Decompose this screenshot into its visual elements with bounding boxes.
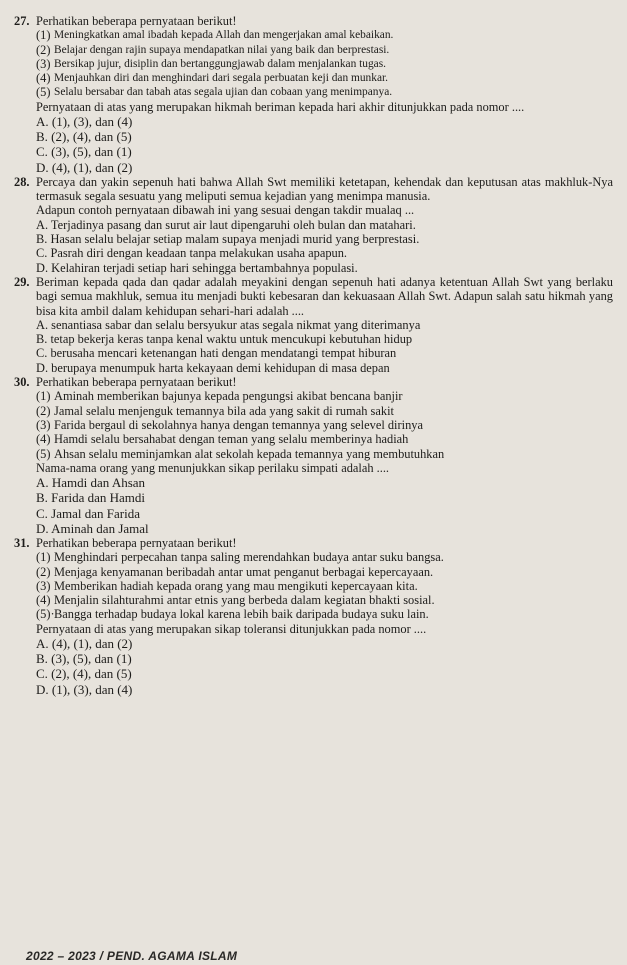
statement-item: (5)· Bangga terhadap budaya lokal karena lebih baik daripada budaya suku lain.: [36, 607, 429, 622]
answer-option: D. (1), (3), dan (4): [36, 681, 133, 697]
answer-option: C. (3), (5), dan (1): [36, 144, 132, 160]
answer-option: B. (3), (5), dan (1): [36, 651, 132, 667]
page-footer: 2022 – 2023 / PEND. AGAMA ISLAM: [26, 949, 238, 963]
answer-option: C. Pasrah diri dengan keadaan tanpa melakukan usaha apapun.: [36, 246, 348, 261]
statement-item: (5) Selalu bersabar dan tabah atas segala ujian dan cobaan yang menimpanya.: [36, 85, 393, 100]
statement-item: (2) Menjaga kenyamanan beribadah antar umat penganut berbagai kepercayaan.: [36, 564, 434, 579]
answer-option: C. (2), (4), dan (5): [36, 666, 132, 682]
question-31: [14, 536, 613, 697]
question-29: [14, 275, 613, 375]
answer-option: A. senantiasa sabar dan selalu bersyukur atas segala nikmat yang diterimanya: [36, 317, 421, 332]
question-number: 27.: [14, 14, 30, 28]
answer-option: A. Terjadinya pasang dan surut air laut dipengaruhi oleh bulan dan matahari.: [36, 217, 416, 232]
answer-option: C. Jamal dan Farida: [36, 505, 140, 521]
question-prompt: Pernyataan di atas yang merupakan sikap toleransi ditunjukkan pada nomor ....: [36, 621, 427, 636]
question-30: [14, 375, 613, 536]
question-intro: Percaya dan yakin sepenuh hati bahwa Allah Swt memiliki ketetapan, kehendak dan keputusan atas makhluk-Nya termasuk segala sesuatu yang meliputi semua kejadian yang menimpa manusia.: [36, 174, 613, 204]
question-prompt: Nama-nama orang yang menunjukkan sikap perilaku simpati adalah ....: [36, 460, 390, 475]
answer-option: D. (4), (1), dan (2): [36, 159, 133, 175]
answer-option: C. berusaha mencari ketenangan hati dengan mendatangi tempat hiburan: [36, 346, 397, 361]
question-prompt: Pernyataan di atas yang merupakan hikmah beriman kepada hari akhir ditunjukkan pada nomor ....: [36, 99, 525, 114]
answer-option: A. Hamdi dan Ahsan: [36, 475, 146, 491]
statement-item: (2) Jamal selalu menjenguk temannya bila ada yang sakit di rumah sakit: [36, 403, 394, 418]
question-prompt: Adapun contoh pernyataan dibawah ini yang sesuai dengan takdir mualaq ...: [36, 203, 415, 218]
statement-item: (1) Menghindari perpecahan tanpa saling merendahkan budaya antar suku bangsa.: [36, 550, 444, 565]
statement-item: (2) Belajar dengan rajin supaya mendapatkan nilai yang baik dan berprestasi.: [36, 42, 390, 57]
answer-option: A. (4), (1), dan (2): [36, 636, 133, 652]
question-intro: Beriman kepada qada dan qadar adalah meyakini dengan sepenuh hati adanya ketentuan Allah Swt yang berlaku bagi semua makhluk, semua itu menjadi bukti kebesaran dan kekuasaan Allah Swt. Adapun salah satu hikmah yang bisa kita ambil dalam kehidupan sehari-hari adalah ....: [36, 274, 613, 318]
question-28: [14, 175, 613, 275]
answer-option: D. Aminah dan Jamal: [36, 520, 149, 536]
statement-item: (4) Menjalin silahturahmi antar etnis yang berbeda dalam kegiatan bhakti sosial.: [36, 593, 435, 608]
question-intro: Perhatikan beberapa pernyataan berikut!: [36, 375, 237, 390]
answer-option: A. (1), (3), dan (4): [36, 114, 133, 130]
statement-item: (3) Farida bergaul di sekolahnya hanya dengan temannya yang selevel dirinya: [36, 417, 423, 432]
statement-item: (4) Hamdi selalu bersahabat dengan teman yang selalu memberinya hadiah: [36, 432, 409, 447]
answer-option: B. tetap bekerja keras tanpa kenal waktu untuk mencukupi kebutuhan hidup: [36, 332, 413, 347]
question-intro: Perhatikan beberapa pernyataan berikut!: [36, 535, 237, 550]
statement-item: (4) Menjauhkan diri dan menghindari dari segala perbuatan keji dan munkar.: [36, 71, 389, 86]
question-27: [14, 14, 613, 175]
answer-option: D. Kelahiran terjadi setiap hari sehingga bertambahnya populasi.: [36, 260, 358, 275]
statement-item: (3) Bersikap jujur, disiplin dan bertanggungjawab dalam menjalankan tugas.: [36, 56, 387, 71]
answer-option: B. Hasan selalu belajar setiap malam supaya menjadi murid yang berprestasi.: [36, 232, 420, 247]
question-number: 29.: [14, 274, 30, 289]
question-number: 31.: [14, 535, 30, 550]
question-intro: Perhatikan beberapa pernyataan berikut!: [36, 14, 237, 28]
question-number: 30.: [14, 375, 30, 390]
answer-option: B. (2), (4), dan (5): [36, 129, 132, 145]
statement-item: (5) Ahsan selalu meminjamkan alat sekolah kepada temannya yang membutuhkan: [36, 446, 445, 461]
statement-item: (3) Memberikan hadiah kepada orang yang mau mengikuti kepercayaan kita.: [36, 578, 418, 593]
statement-item: (1) Aminah memberikan bajunya kepada pengungsi akibat bencana banjir: [36, 389, 403, 404]
question-number: 28.: [14, 174, 30, 189]
answer-option: B. Farida dan Hamdi: [36, 490, 146, 506]
statement-item: (1) Meningkatkan amal ibadah kepada Allah dan mengerjakan amal kebaikan.: [36, 28, 394, 43]
answer-option: D. berupaya menumpuk harta kekayaan demi kehidupan di masa depan: [36, 360, 390, 375]
